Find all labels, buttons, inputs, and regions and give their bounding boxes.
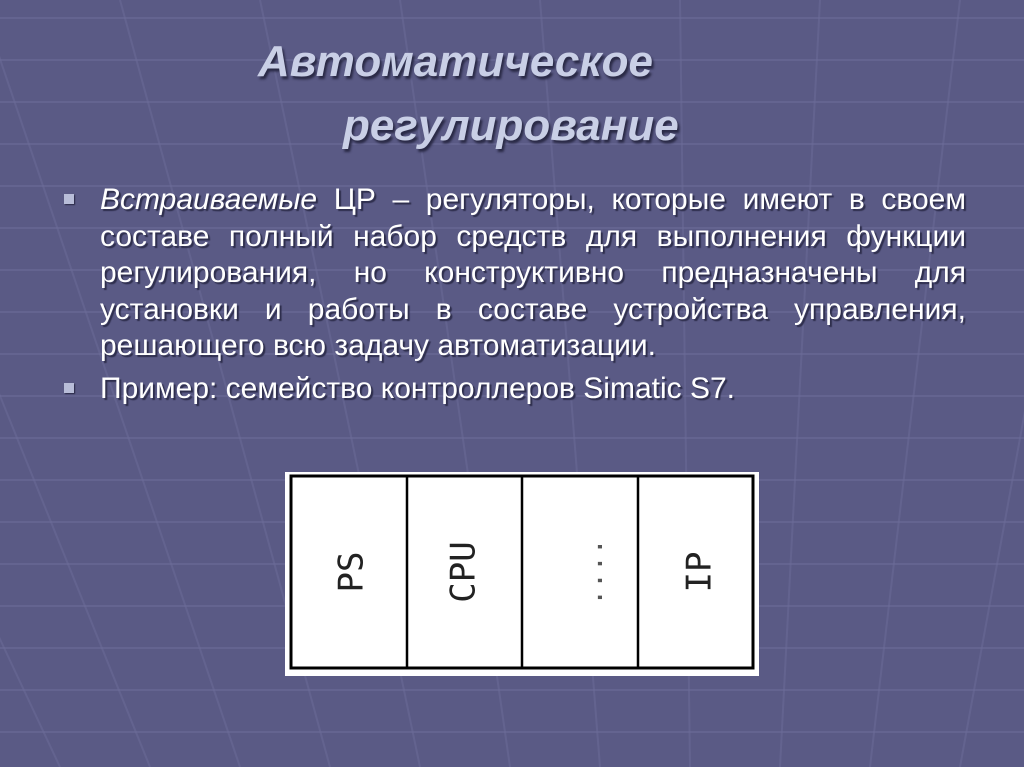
bullet-list [62, 182, 966, 407]
square-bullet-icon [64, 383, 74, 393]
module-label-ip: IP [679, 551, 720, 593]
module-label-cpu: CPU [443, 541, 484, 603]
bullet-text [100, 182, 966, 365]
slide-title [0, 34, 1024, 154]
module-label-ellipsis: .... [576, 538, 609, 606]
bullet-item [62, 371, 966, 408]
bullet-emphasis: Встраиваемые [100, 183, 318, 216]
controller-modules-diagram [285, 472, 759, 676]
bullet-text: Пример: семейство контроллеров Simatic S7. [100, 371, 735, 405]
bullet-body: ЦР – регуляторы, которые имеют в своем составе полный набор средств для выполнения функции регулирования, но конструктивно предназначены для установки и работы в составе устройства управления, решающего всю задачу автоматизации. [100, 183, 966, 362]
module-label-ps: PS [331, 551, 372, 593]
bullet-item [62, 182, 966, 365]
title-line-1: Автоматическое [258, 37, 653, 86]
square-bullet-icon [64, 194, 74, 204]
title-line-2: регулирование [343, 101, 679, 150]
